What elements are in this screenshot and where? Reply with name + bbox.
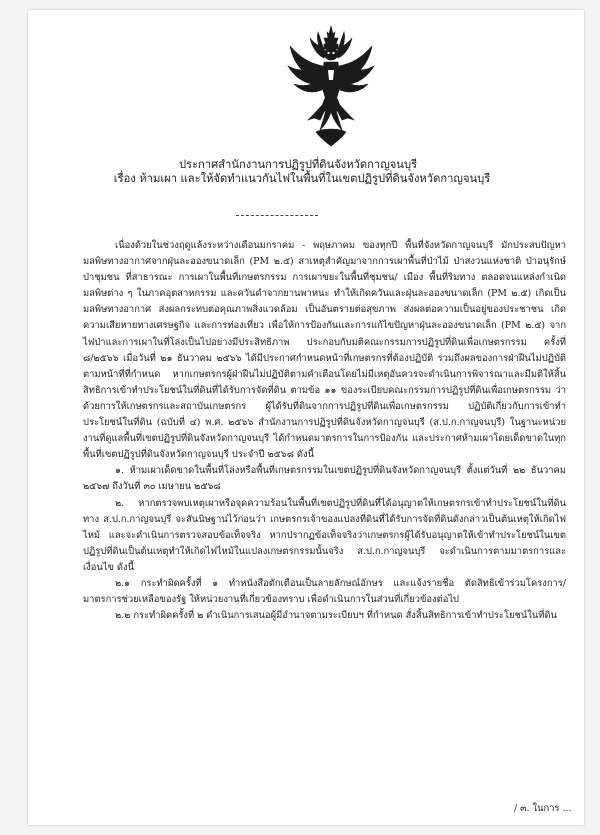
document-page bbox=[28, 10, 584, 825]
document-title: ประกาศสำนักงานการปฏิรูปที่ดินจังหวัดกาญจนบุรี bbox=[178, 158, 418, 171]
document-body bbox=[83, 238, 566, 624]
paragraph-item-1: ๑. ห้ามเผาเด็ดขาดในพื้นที่โล่งหรือพื้นที่เกษตรกรรมในเขตปฏิรูปที่ดินจังหวัดกาญจนบุรี ตั้งแต่วันที่ ๒๒ ธันวาคม ๒๕๖๗ ถึงวันที่ ๓๐ เมษายน ๒๕๖๘ bbox=[83, 465, 566, 493]
paragraph-intro: เนื่องด้วยในช่วงฤดูแล้งระหว่างเดือนมกราคม - พฤษภาคม ของทุกปี พื้นที่จังหวัดกาญจนบุรี มักประสบปัญหามลพิษทางอากาศจากฝุ่นละอองขนาดเล็ก (PM ๒.๕) สาเหตุสำคัญมาจากการเผาพื้นที่ป่าไม้ ป่าสงวนแห่งชาติ ป่าอนุรักษ์ ป่าชุมชน ที่สาธารณะ การเผาในพื้นที่เกษตรกรรม การเผาขยะในพื้นที่ชุมชน/ เมือง พื้นที่ริมทาง ตลอดจนแหล่งกำเนิดมลพิษต่าง ๆ ในภาคอุตสาหกรรม และควันดำจากยานพาหนะ ทำให้เกิดควันและฝุ่นละอองขนาดเล็ก (PM ๒.๕) เกิดเป็นมลพิษทางอากาศ ส่งผลกระทบต่อคุณภาพสิ่งแวดล้อม เป็นอันตรายต่อสุขภาพ ส่งผลต่อความเป็นอยู่ของประชาชน เกิดความเสียหายทางเศรษฐกิจ และการท่องเที่ยว เพื่อให้การป้องกันและการแก้ไขปัญหาฝุ่นละอองขนาดเล็ก (PM ๒.๕) จากไฟป่าและการเผาในที่โล่งเป็นไปอย่างมีประสิทธิภาพ ประกอบกับมติคณะกรรมการปฏิรูปที่ดินเพื่อเกษตรกรรม ครั้งที่ ๘/๒๕๖๖ เมื่อวันที่ ๒๑ ธันวาคม ๒๕๖๖ ได้มีประกาศกำหนดหน้าที่เกษตรกรที่ต้องปฏิบัติ รวมถึงผลของการฝ่าฝืนไม่ปฏิบัติตามหน้าที่ที่กำหนด หากเกษตรกรผู้ฝ่าฝืนไม่ปฏิบัติตามคำเตือนโดยไม่มีเหตุอันควรจะดำเนินการพิจารณาและมีมติให้สิ้นสิทธิการเข้าทำประโยชน์ในที่ดินที่ได้รับการจัดที่ดิน ตามข้อ ๑๑ ของระเบียบคณะกรรมการปฏิรูปที่ดินเพื่อเกษตรกรรม ว่าด้วยการให้เกษตรกรและสถาบันเกษตรกร ผู้ได้รับที่ดินจากการปฏิรูปที่ดินเพื่อเกษตรกรรม ปฏิบัติเกี่ยวกับการเข้าทำประโยชน์ในที่ดิน (ฉบับที่ ๔) พ.ศ. ๒๕๖๖ สำนักงานการปฏิรูปที่ดินจังหวัดกาญจนบุรี (ส.ป.ก.กาญจนบุรี) ในฐานะหน่วยงานที่ดูแลพื้นที่เขตปฏิรูปที่ดินจังหวัดกาญจนบุรี ได้กำหนดมาตรการในการป้องกัน และประกาศห้ามเผาโดยเด็ดขาดในทุกพื้นที่เขตปฏิรูปที่ดินจังหวัดกาญจนบุรี ประจำปี ๒๕๖๘ ดังนี้ bbox=[83, 240, 566, 461]
divider-line bbox=[236, 215, 318, 216]
paragraph-item-2-2: ๒.๒ กระทำผิดครั้งที่ ๒ ดำเนินการเสนอผู้มีอำนาจตามระเบียบฯ ที่กำหนด สั่งสิ้นสิทธิการเข้าทำประโยชน์ในที่ดิน bbox=[115, 610, 557, 622]
continuation-marker: / ๓. ในการ ... bbox=[514, 803, 572, 814]
paragraph-item-2-1: ๒.๑ กระทำผิดครั้งที่ ๑ ทำหนังสือตักเตือนเป็นลายลักษณ์อักษร และแจ้งรายชื่อ ตัดสิทธิเข้าร่วมโครงการ/มาตรการช่วยเหลือของรัฐ ให้หน่วยงานที่เกี่ยวข้องทราบ เพื่อดำเนินการในส่วนที่เกี่ยวข้องต่อไป bbox=[83, 577, 566, 606]
document-subject: เรื่อง ห้ามเผา และให้จัดทำแนวกันไฟในพื้นที่ในเขตปฏิรูปที่ดินจังหวัดกาญจนบุรี bbox=[113, 172, 491, 185]
garuda-emblem bbox=[286, 24, 376, 150]
paragraph-item-2: ๒. หากตรวจพบเหตุเผาหรือจุดความร้อนในพื้นที่เขตปฏิรูปที่ดินที่ได้อนุญาตให้เกษตรกรเข้าทำประโยชน์ในที่ดิน ทาง ส.ป.ก.กาญจนบุรี จะสันนิษฐานไว้ก่อนว่า เกษตรกรเจ้าของแปลงที่ดินที่ได้รับการจัดที่ดินดังกล่าวเป็นต้นเหตุให้เกิดไฟไหม้ และจะดำเนินการตรวจสอบข้อเท็จจริง หากปรากฏข้อเท็จจริงว่าเกษตรกรผู้ได้รับอนุญาตให้เข้าทำประโยชน์ในเขตปฏิรูปที่ดินเป็นต้นเหตุทำให้เกิดไฟไหม้ในแปลงเกษตรกรรมนั้นจริง ส.ป.ก.กาญจนบุรี จะดำเนินการตามมาตรการและเงื่อนไข ดังนี้ bbox=[83, 497, 566, 573]
